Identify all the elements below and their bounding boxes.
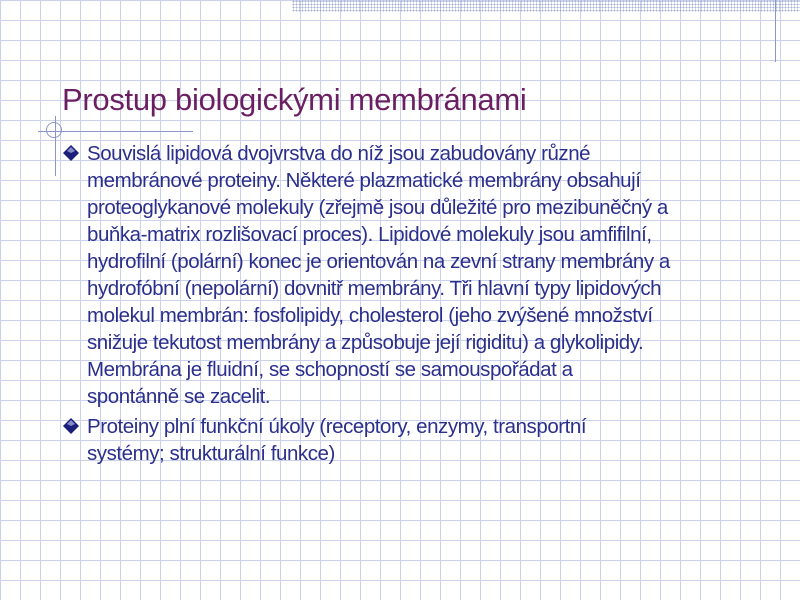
bullet-line: buňka-matrix rozlišovací proces). Lipidové molekuly jsou amfifilní,	[87, 223, 652, 246]
bullet-item	[60, 140, 780, 410]
bullet-line: Proteiny plní funkční úkoly (receptory, enzymy, transportní	[87, 415, 587, 438]
bullet-line: snižuje tekutost membrány a způsobuje její rigiditu) a glykolipidy.	[87, 331, 644, 354]
decorative-dotted-band	[292, 0, 800, 12]
diamond-bullet-icon	[62, 417, 80, 435]
bullet-item	[60, 413, 780, 467]
bullet-line: hydrofóbní (nepolární) dovnitř membrány. Tři hlavní typy lipidových	[87, 277, 662, 300]
slide-title: Prostup biologickými membránami	[62, 82, 527, 117]
bullet-line: membránové proteiny. Některé plazmatické membrány obsahují	[87, 169, 641, 192]
diamond-bullet-icon	[62, 144, 80, 162]
bullet-text	[87, 140, 780, 410]
bullet-line: hydrofilní (polární) konec je orientován na zevní strany membrány a	[87, 250, 670, 273]
bullet-text	[87, 413, 780, 467]
bullet-line: systémy; strukturální funkce)	[87, 442, 335, 465]
bullet-line: molekul membrán: fosfolipidy, cholesterol (jeho zvýšené množství	[87, 304, 653, 327]
bullet-list	[60, 140, 780, 470]
bullet-line: Membrána je fluidní, se schopností se samouspořádat a	[87, 358, 573, 381]
title-crosshair-circle	[46, 122, 62, 138]
bullet-line: Souvislá lipidová dvojvrstva do níž jsou zabudovány různé	[87, 142, 591, 165]
decorative-vertical-line	[775, 0, 776, 62]
bullet-line: spontánně se zacelit.	[87, 385, 271, 408]
bullet-line: proteoglykanové molekuly (zřejmě jsou důležité pro mezibuněčný a	[87, 196, 668, 219]
